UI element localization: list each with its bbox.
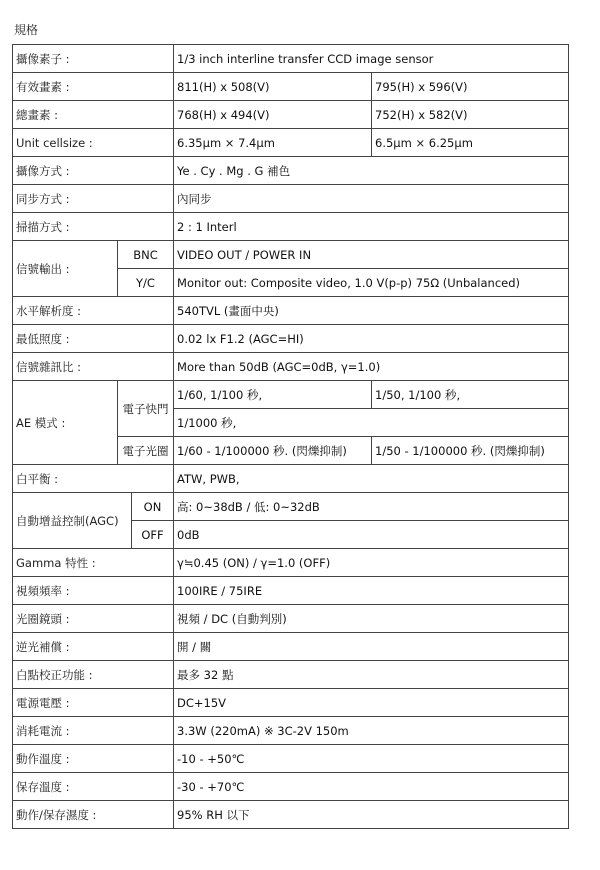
ae-iris-value-b: 1/50 - 1/100000 秒. (閃爍抑制)	[372, 437, 569, 465]
row-sync-method	[13, 185, 569, 213]
ae-shutter-value-c: 1/1000 秒,	[174, 409, 569, 437]
sync-method-value: 內同步	[174, 185, 569, 213]
effective-pixels-label: 有效畫素 :	[13, 73, 174, 101]
backlight-label: 逆光補償 :	[13, 633, 174, 661]
operating-temp-value: -10 - +50℃	[174, 745, 569, 773]
row-storage-temp	[13, 773, 569, 801]
horizontal-resolution-label: 水平解析度 :	[13, 297, 174, 325]
sensor-value: 1/3 inch interline transfer CCD image sensor	[174, 45, 569, 73]
total-pixels-value-b: 752(H) x 582(V)	[372, 101, 569, 129]
power-current-value: 3.3W (220mA) ※ 3C-2V 150m	[174, 717, 569, 745]
storage-temp-label: 保存溫度 :	[13, 773, 174, 801]
ae-iris-value-a: 1/60 - 1/100000 秒. (閃爍抑制)	[174, 437, 372, 465]
gamma-label: Gamma 特性 :	[13, 549, 174, 577]
row-unit-cellsize	[13, 129, 569, 157]
total-pixels-value-a: 768(H) x 494(V)	[174, 101, 372, 129]
power-voltage-label: 電源電壓 :	[13, 689, 174, 717]
row-sensor	[13, 45, 569, 73]
power-voltage-value: DC+15V	[174, 689, 569, 717]
total-pixels-label: 總畫素 :	[13, 101, 174, 129]
gamma-value: γ≒0.45 (ON) / γ=1.0 (OFF)	[174, 549, 569, 577]
scan-method-label: 掃描方式 :	[13, 213, 174, 241]
sync-method-label: 同步方式 :	[13, 185, 174, 213]
ae-shutter-value-b: 1/50, 1/100 秒,	[372, 381, 569, 409]
horizontal-resolution-value: 540TVL (畫面中央)	[174, 297, 569, 325]
storage-temp-value: -30 - +70℃	[174, 773, 569, 801]
row-min-illumination	[13, 325, 569, 353]
row-total-pixels	[13, 101, 569, 129]
white-balance-label: 白平衡 :	[13, 465, 174, 493]
ae-shutter-label: 電子快門	[118, 381, 174, 437]
row-video-frequency	[13, 577, 569, 605]
power-current-label: 消耗電流 :	[13, 717, 174, 745]
ae-iris-label: 電子光圈	[118, 437, 174, 465]
row-iris-lens	[13, 605, 569, 633]
min-illumination-label: 最低照度 :	[13, 325, 174, 353]
spec-heading: 規格	[14, 23, 39, 37]
row-backlight	[13, 633, 569, 661]
row-ae-shutter-1	[13, 381, 569, 409]
row-gamma	[13, 549, 569, 577]
signal-output-yc-value: Monitor out: Composite video, 1.0 V(p-p) 75Ω (Unbalanced)	[174, 269, 569, 297]
row-humidity	[13, 801, 569, 829]
signal-output-bnc-value: VIDEO OUT / POWER IN	[174, 241, 569, 269]
signal-output-yc-label: Y/C	[118, 269, 174, 297]
row-effective-pixels	[13, 73, 569, 101]
humidity-label: 動作/保存濕度 :	[13, 801, 174, 829]
video-frequency-label: 視頻頻率 :	[13, 577, 174, 605]
snr-label: 信號雜訊比 :	[13, 353, 174, 381]
video-frequency-value: 100IRE / 75IRE	[174, 577, 569, 605]
ae-mode-label: AE 模式 :	[13, 381, 118, 465]
pickup-method-label: 攝像方式 :	[13, 157, 174, 185]
row-signal-output-bnc	[13, 241, 569, 269]
row-white-pixel	[13, 661, 569, 689]
signal-output-label: 信號輸出 :	[13, 241, 118, 297]
unit-cellsize-value-a: 6.35μm × 7.4μm	[174, 129, 372, 157]
white-pixel-value: 最多 32 點	[174, 661, 569, 689]
row-pickup-method	[13, 157, 569, 185]
row-snr	[13, 353, 569, 381]
ae-shutter-value-a: 1/60, 1/100 秒,	[174, 381, 372, 409]
scan-method-value: 2 : 1 Interl	[174, 213, 569, 241]
humidity-value: 95% RH 以下	[174, 801, 569, 829]
unit-cellsize-value-b: 6.5μm × 6.25μm	[372, 129, 569, 157]
effective-pixels-value-a: 811(H) x 508(V)	[174, 73, 372, 101]
row-power-voltage	[13, 689, 569, 717]
row-scan-method	[13, 213, 569, 241]
row-operating-temp	[13, 745, 569, 773]
signal-output-bnc-label: BNC	[118, 241, 174, 269]
agc-on-value: 高: 0~38dB / 低: 0~32dB	[174, 493, 569, 521]
pickup-method-value: Ye . Cy . Mg . G 補色	[174, 157, 569, 185]
white-pixel-label: 白點校正功能 :	[13, 661, 174, 689]
operating-temp-label: 動作溫度 :	[13, 745, 174, 773]
min-illumination-value: 0.02 lx F1.2 (AGC=HI)	[174, 325, 569, 353]
row-horizontal-resolution	[13, 297, 569, 325]
iris-lens-label: 光圈鏡頭 :	[13, 605, 174, 633]
agc-off-label: OFF	[132, 521, 174, 549]
white-balance-value: ATW, PWB,	[174, 465, 569, 493]
row-power-current	[13, 717, 569, 745]
unit-cellsize-label: Unit cellsize :	[13, 129, 174, 157]
agc-off-value: 0dB	[174, 521, 569, 549]
agc-on-label: ON	[132, 493, 174, 521]
spec-table	[12, 44, 569, 829]
iris-lens-value: 視頻 / DC (自動判別)	[174, 605, 569, 633]
snr-value: More than 50dB (AGC=0dB, γ=1.0)	[174, 353, 569, 381]
effective-pixels-value-b: 795(H) x 596(V)	[372, 73, 569, 101]
row-white-balance	[13, 465, 569, 493]
agc-label: 自動增益控制(AGC)	[13, 493, 132, 549]
sensor-label: 攝像素子 :	[13, 45, 174, 73]
backlight-value: 開 / 關	[174, 633, 569, 661]
row-agc-on	[13, 493, 569, 521]
